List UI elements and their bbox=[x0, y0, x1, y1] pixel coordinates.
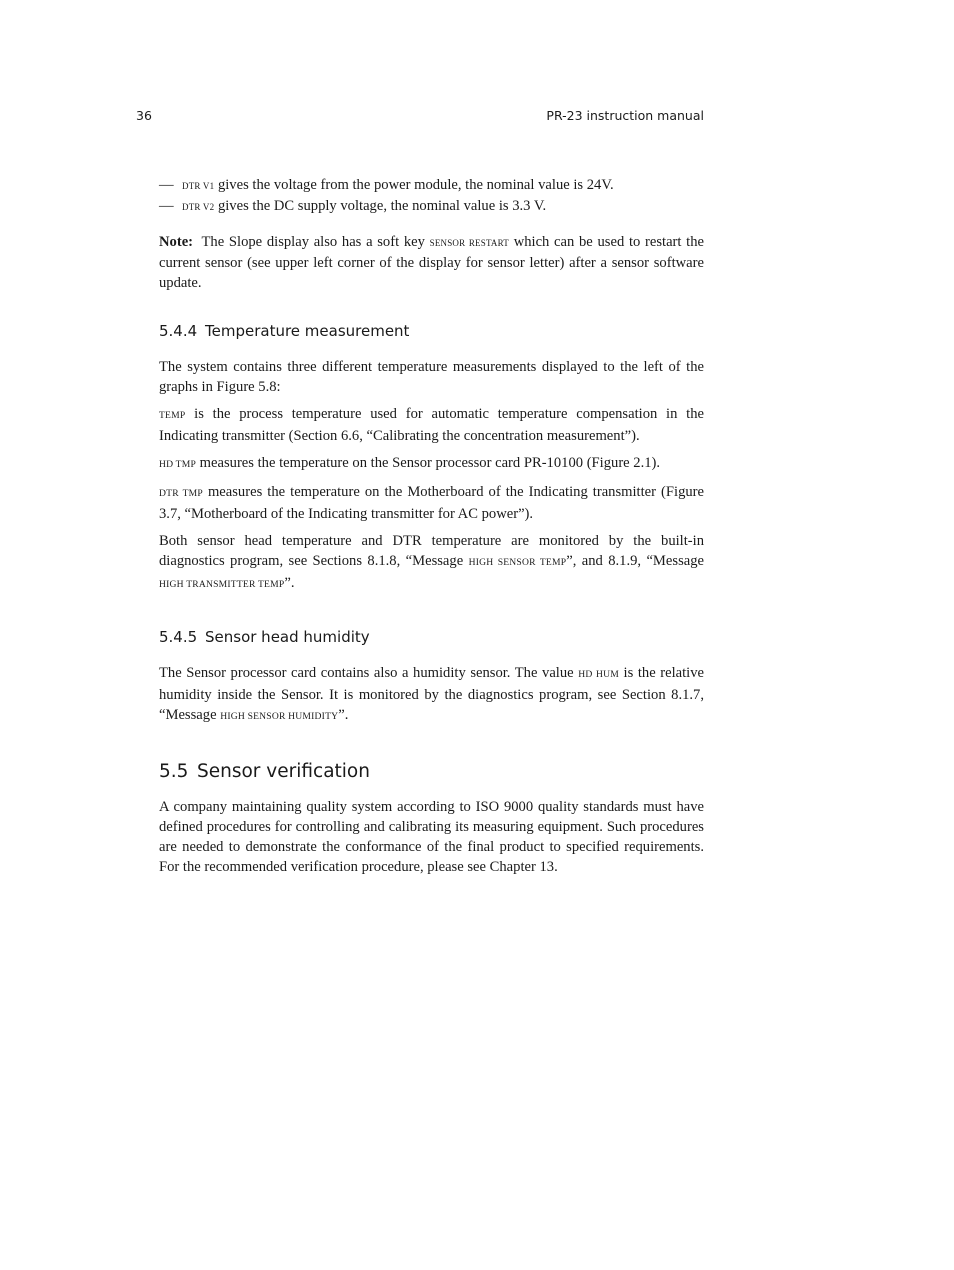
key-label: HIGH SENSOR TEMP bbox=[468, 557, 567, 568]
paragraph: Both sensor head temperature and DTR temperature are monitored by the built-in diagnostics program, see Sections 8.1.8, “Message HIGH SENSOR TEMP”, and 8.1.9, “Message HIGH TRANSMITTER TEMP”. bbox=[159, 533, 704, 591]
page-number: 36 bbox=[136, 108, 152, 123]
key-label: SENSOR RESTART bbox=[429, 238, 509, 248]
key-label: DTR V2 bbox=[182, 202, 215, 212]
running-title: PR-23 instruction manual bbox=[546, 108, 704, 123]
key-label: HD HUM bbox=[578, 669, 619, 680]
paragraph: The Sensor processor card contains also a humidity sensor. The value HD HUM is the relative humidity inside the Sensor. It is monitored by the diagnostics program, see Section 8.1.7, “Message HIGH SENSOR HUMIDITY”. bbox=[159, 665, 704, 723]
paragraph: TEMP is the process temperature used for automatic temperature compensation in the Indicating transmitter (Section 6.6, “Calibrating the concentration measurement”). bbox=[159, 406, 704, 444]
list-item: — DTR V1 gives the voltage from the power module, the nominal value is 24V. bbox=[159, 177, 614, 193]
paragraph: DTR TMP measures the temperature on the Motherboard of the Indicating transmitter (Figure 3.7, “Motherboard of the Indicating transmitter for AC power”). bbox=[159, 484, 704, 522]
key-label: HIGH TRANSMITTER TEMP bbox=[159, 579, 285, 590]
note-label: Note: bbox=[159, 234, 194, 250]
paragraph: HD TMP measures the temperature on the Sensor processor card PR-10100 (Figure 2.1). bbox=[159, 455, 661, 471]
bullet-list bbox=[159, 175, 704, 217]
key-label: DTR TMP bbox=[159, 488, 203, 499]
section-heading-5-5: 5.5 Sensor verification bbox=[159, 761, 370, 782]
section-heading-5-4-5: 5.4.5 Sensor head humidity bbox=[159, 628, 370, 646]
list-item: — DTR V2 gives the DC supply voltage, the nominal value is 3.3 V. bbox=[159, 198, 547, 214]
paragraph: The system contains three different temperature measurements displayed to the left of the graphs in Figure 5.8: bbox=[159, 359, 704, 395]
key-label: HD TMP bbox=[159, 459, 197, 470]
key-label: DTR V1 bbox=[182, 181, 215, 191]
section-heading-5-4-4: 5.4.4 Temperature measurement bbox=[159, 322, 410, 340]
key-label: HIGH SENSOR HUMIDITY bbox=[220, 711, 339, 722]
page-body bbox=[159, 175, 704, 877]
paragraph: A company maintaining quality system according to ISO 9000 quality standards must have defined procedures for controlling and calibrating its measuring equipment. Such procedures are needed to demonstrate the conformance of the final product to specified requirements. For the recommended verification procedure, please see Chapter 13. bbox=[159, 799, 704, 875]
key-label: TEMP bbox=[159, 410, 186, 421]
note-paragraph: Note: The Slope display also has a soft key SENSOR RESTART which can be used to restart the current sensor (see upper left corner of the display for sensor letter) after a sensor software update. bbox=[159, 234, 704, 291]
